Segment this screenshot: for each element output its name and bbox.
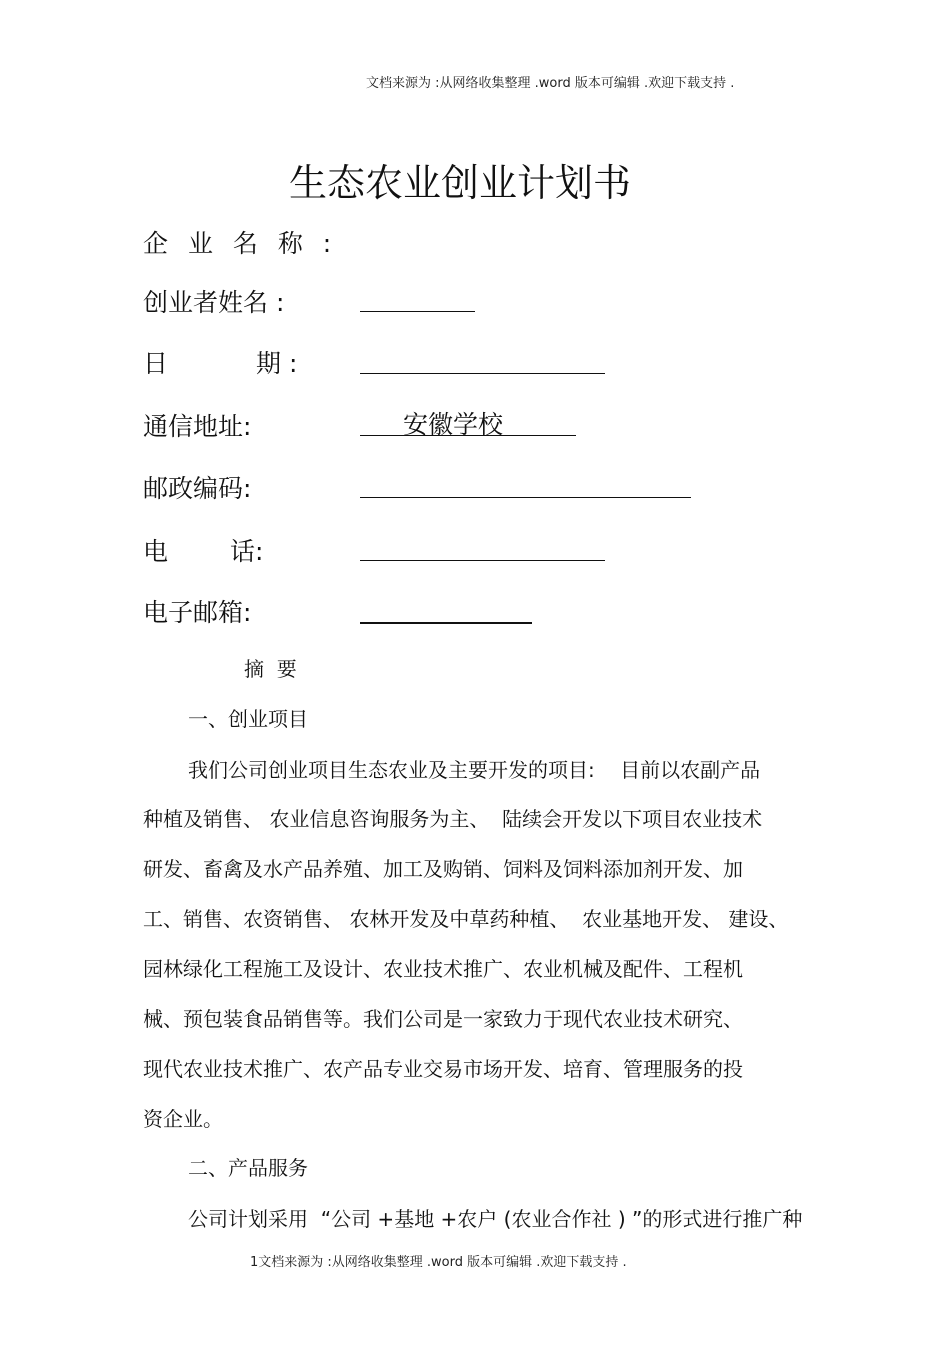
paragraph-line: 我们公司创业项目生态农业及主要开发的项目: 目前以农副产品 <box>188 758 761 782</box>
address-value: 安徽学校 <box>403 410 504 439</box>
paragraph-line: 资企业。 <box>143 1107 223 1131</box>
paragraph-line: 公司计划采用 “公司 +基地 +农户 (农业合作社 ) ”的形式进行推广种 <box>188 1207 803 1231</box>
phone-line <box>360 560 605 561</box>
paragraph-line: 现代农业技术推广、农产品专业交易市场开发、培育、管理服务的投 <box>143 1057 743 1081</box>
section-heading-products: 二、产品服务 <box>188 1156 308 1180</box>
address-label: 通信地址: <box>143 412 252 441</box>
date-label-char-1: 日 <box>143 349 169 378</box>
paragraph-line: 园林绿化工程施工及设计、农业技术推广、农业机械及配件、工程机 <box>143 957 743 981</box>
date-label-char-2: 期 : <box>256 349 298 378</box>
paragraph-line: 工、销售、农资销售、 农林开发及中草药种植、 农业基地开发、 建设、 <box>143 907 789 931</box>
phone-label-char-1: 电 <box>143 537 169 566</box>
section-heading-project: 一、创业项目 <box>188 707 308 731</box>
paragraph-line: 种植及销售、 农业信息咨询服务为主、 陆续会开发以下项目农业技术 <box>143 807 763 831</box>
abstract-heading: 摘 要 <box>244 657 297 681</box>
phone-label <box>143 532 263 568</box>
postal-code-label: 邮政编码: <box>143 474 252 503</box>
date-label <box>143 344 297 380</box>
date-line <box>360 373 605 374</box>
email-line <box>360 622 532 624</box>
paragraph-line: 研发、畜禽及水产品养殖、加工及购销、饲料及饲料添加剂开发、加 <box>143 857 743 881</box>
address-line <box>360 435 576 436</box>
founder-name-label: 创业者姓名 : <box>143 288 285 317</box>
phone-label-char-2: 话: <box>230 537 264 566</box>
postal-code-line <box>360 497 691 498</box>
page-header-note: 文档来源为 :从网络收集整理 .word 版本可编辑 .欢迎下载支持 . <box>366 76 735 91</box>
email-label: 电子邮箱: <box>143 598 252 627</box>
paragraph-line: 械、预包装食品销售等。我们公司是一家致力于现代农业技术研究、 <box>143 1007 743 1031</box>
document-title: 生态农业创业计划书 <box>288 161 631 205</box>
founder-name-line <box>360 311 475 312</box>
company-name-label: 企 业 名 称 : <box>143 229 338 258</box>
page-footer-note: 1文档来源为 :从网络收集整理 .word 版本可编辑 .欢迎下载支持 . <box>250 1255 627 1270</box>
